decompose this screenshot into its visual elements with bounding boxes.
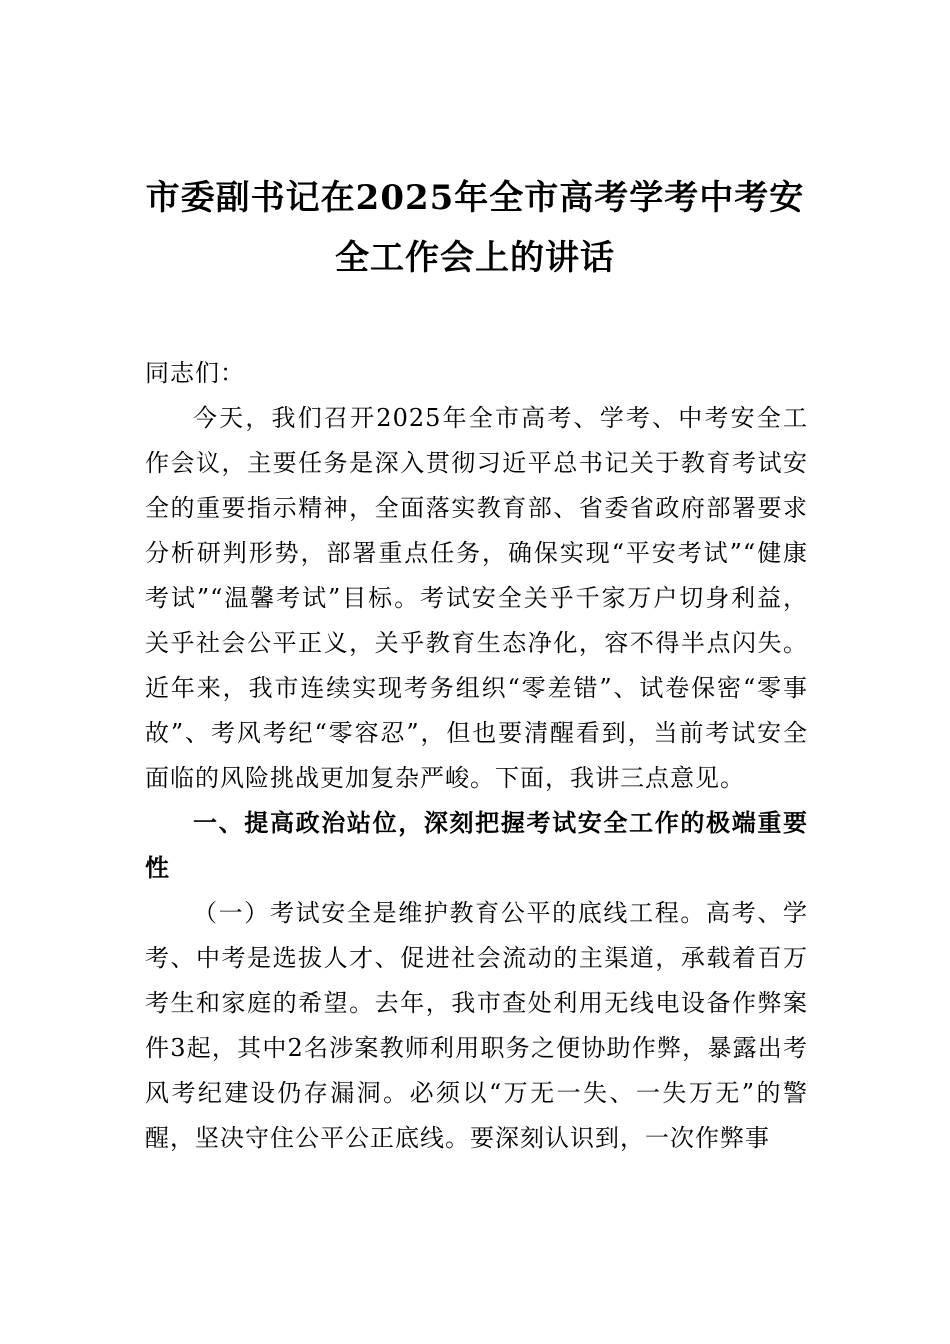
section-one-heading: 一、提高政治站位，深刻把握考试安全工作的极端重要性 xyxy=(145,809,808,882)
document-body xyxy=(145,351,808,1161)
salutation: 同志们： xyxy=(145,359,245,387)
document-title: 市委副书记在2025年全市高考学考中考安全工作会上的讲话 xyxy=(145,178,805,278)
subsection-one-paragraph: （一）考试安全是维护教育公平的底线工程。高考、学考、中考是选拔人才、促进社会流动的主渠道，承载着百万考生和家庭的希望。去年，我市查处利用无线电设备作弊案件3起，其中2名涉案教师利用职务之便协助作弊，暴露出考风考纪建设仍存漏洞。必须以“万无一失、一失万无”的警醒，坚决守住公平公正底线。要深刻认识到，一次作弊事 xyxy=(145,899,808,1152)
intro-paragraph: 今天，我们召开2025年全市高考、学考、中考安全工作会议，主要任务是深入贯彻习近平总书记关于教育考试安全的重要指示精神，全面落实教育部、省委省政府部署要求分析研判形势，部署重点任务，确保实现“平安考试”“健康考试”“温馨考试”目标。考试安全关乎千家万户切身利益，关乎社会公平正义，关乎教育生态净化，容不得半点闪失。近年来，我市连续实现考务组织“零差错”、试卷保密“零事故”、考风考纪“零容忍”，但也要清醒看到，当前考试安全面临的风险挑战更加复杂严峻。下面，我讲三点意见。 xyxy=(145,404,808,792)
